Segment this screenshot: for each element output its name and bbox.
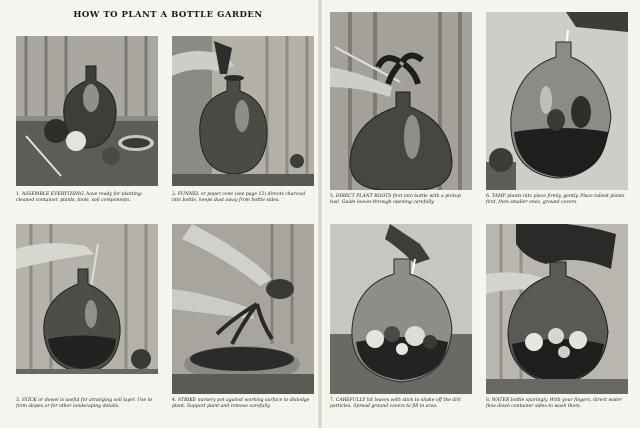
caption-step-5: 5. DIRECT PLANT ROOTS first into bottle with a pickup tool. Guide leaves through opening carefully. [330, 194, 461, 205]
photo-step-5 [330, 12, 472, 190]
photo-step-4 [172, 224, 314, 394]
caption-step-8: 8. WATER bottle sparingly. With your fingers, direct water flow down container sides to wash them. [486, 398, 622, 409]
page-gutter [318, 0, 322, 428]
photo-step-2 [172, 36, 314, 186]
caption-step-2: 2. FUNNEL or paper cone (see page 12) directs charcoal into bottle, keeps dust away from bottle sides. [172, 192, 306, 203]
caption-step-3: 3. STICK or dowel is useful for arranging soil layer. Use to form slopes or for other landscaping details. [16, 398, 153, 409]
photo-step-6 [486, 12, 628, 190]
caption-step-4: 4. STRIKE nursery pot against working surface to dislodge plant. Support plant and remove carefully. [172, 398, 310, 409]
photo-step-7 [330, 224, 472, 394]
page-title: HOW TO PLANT A BOTTLE GARDEN [73, 10, 263, 20]
photo-step-1 [16, 36, 158, 186]
caption-step-7: 7. CAREFULLY hit leaves with stick to shake off the dirt particles. Spread ground covers to fill in area. [330, 398, 461, 409]
photo-step-8 [486, 224, 628, 394]
caption-step-6: 6. TAMP plants into place firmly, gently. Place tallest plants first, then smaller ones, ground covers. [486, 194, 625, 205]
photo-step-3 [16, 224, 158, 374]
caption-step-1: 1. ASSEMBLE EVERYTHING, have ready for planting: cleaned container, plants, tools, soil components. [16, 192, 143, 203]
